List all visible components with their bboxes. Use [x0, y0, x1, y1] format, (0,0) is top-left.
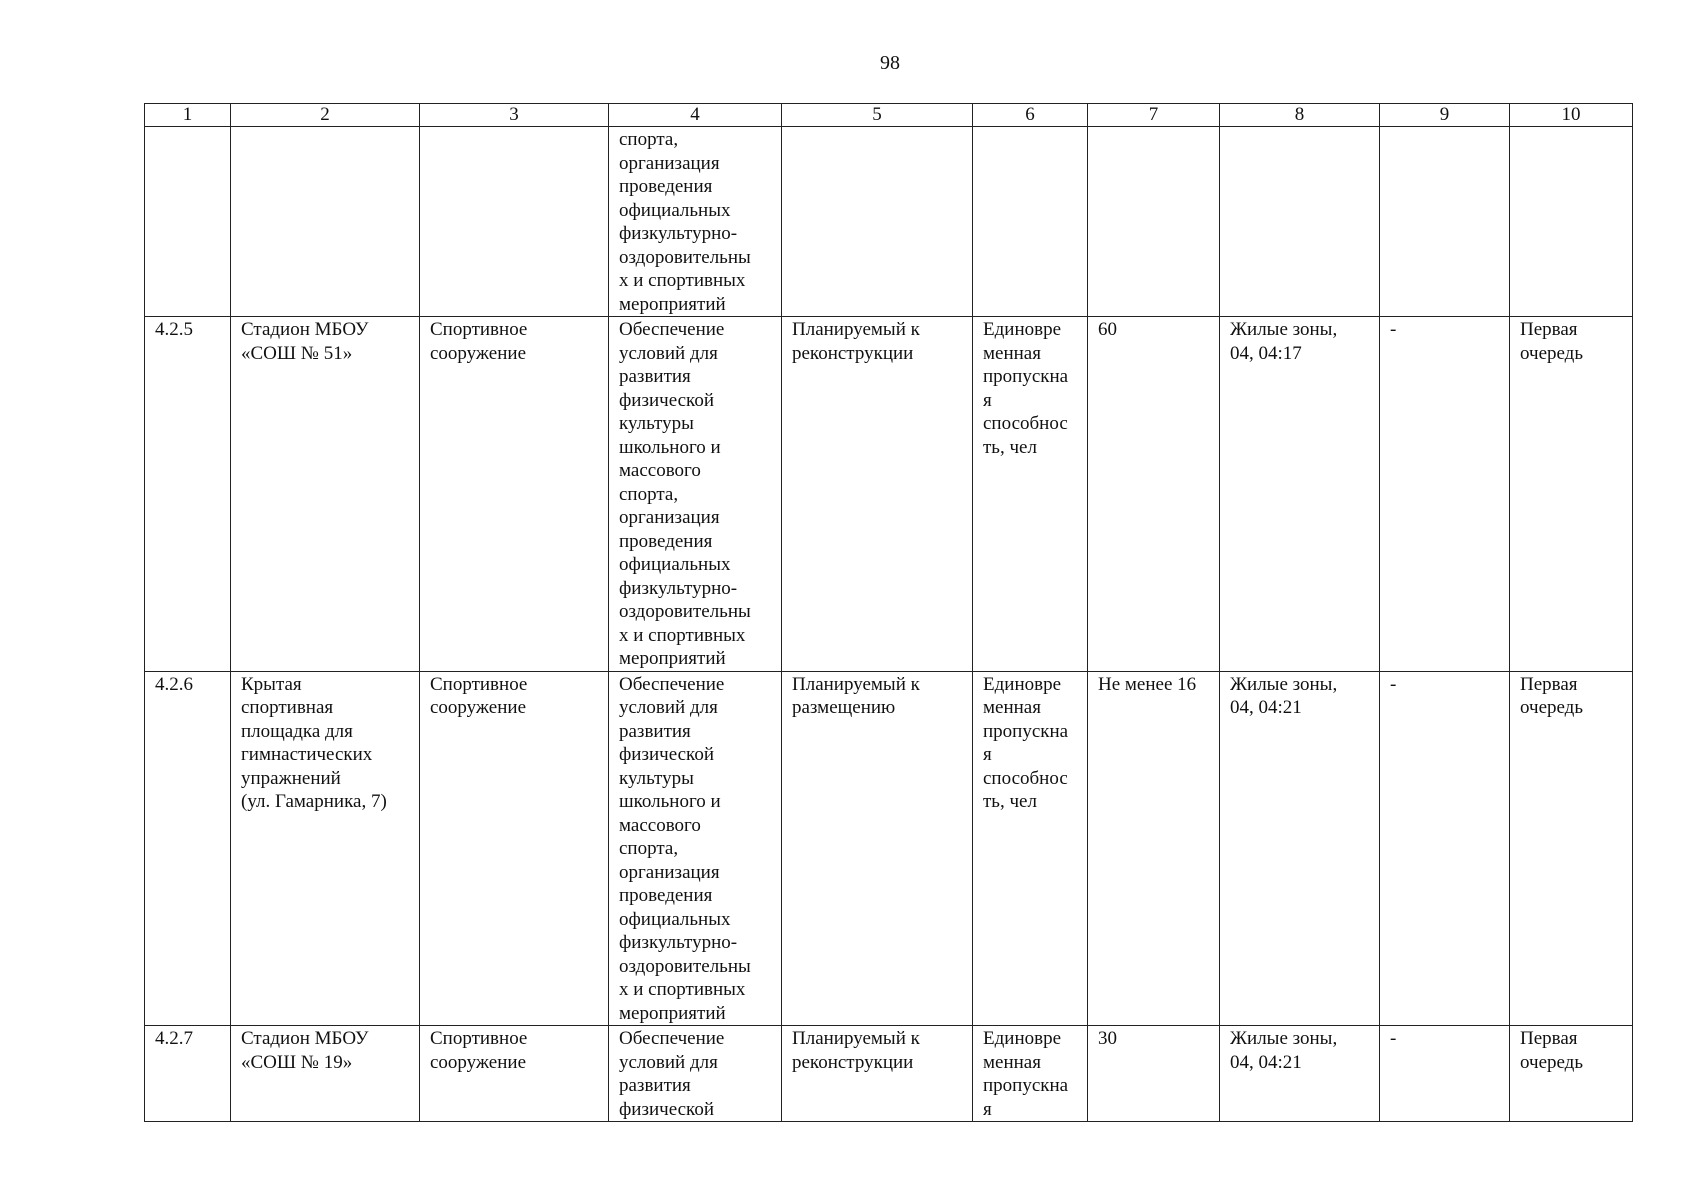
cell-text: Первая очередь [1520, 1028, 1584, 1073]
cell-characteristic [973, 127, 1088, 317]
column-number-row [145, 104, 1633, 127]
cell-text: - [1390, 1028, 1397, 1049]
cell-stage [1510, 671, 1633, 1026]
cell-number [145, 127, 231, 317]
planning-table [144, 103, 1633, 1122]
cell-type [420, 1026, 609, 1122]
column-header: 8 [1220, 104, 1380, 127]
cell-stage [1510, 1026, 1633, 1122]
cell-characteristic [973, 671, 1088, 1026]
cell-text: 4.2.5 [155, 319, 193, 340]
cell-text: 60 [1098, 319, 1117, 340]
cell-text: Планируемый к реконструкции [792, 1028, 920, 1073]
cell-text: Спортивное сооружение [430, 1028, 528, 1073]
cell-text: Жилые зоны, 04, 04:17 [1230, 319, 1338, 364]
cell-stage [1510, 317, 1633, 672]
cell-zone [1220, 317, 1380, 672]
cell-name [231, 1026, 420, 1122]
cell-text: спорта, организация проведения официальных физкультурно- оздоровительны х и спортивных мероприятий [619, 129, 751, 315]
cell-number [145, 671, 231, 1026]
cell-zone [1220, 671, 1380, 1026]
cell-text: Жилые зоны, 04, 04:21 [1230, 673, 1338, 718]
cell-text: Первая очередь [1520, 319, 1584, 364]
cell-text: Единовре менная пропускна я способнос ть, чел [983, 673, 1069, 812]
cell-col9 [1380, 1026, 1510, 1122]
cell-col9 [1380, 127, 1510, 317]
cell-text: Обеспечение условий для развития физической культуры школьного и массового спорта, организация проведения официальных физкультурно- оздоровительны х и спортивных мероприятий [619, 319, 751, 669]
cell-name [231, 671, 420, 1026]
table-row [145, 1026, 1633, 1122]
cell-number [145, 1026, 231, 1122]
cell-text: Единовре менная пропускна я способнос ть, чел [983, 319, 1069, 458]
cell-col9 [1380, 317, 1510, 672]
cell-text: Планируемый к размещению [792, 673, 920, 718]
cell-zone [1220, 127, 1380, 317]
column-header: 6 [973, 104, 1088, 127]
column-header: 2 [231, 104, 420, 127]
cell-status [782, 1026, 973, 1122]
cell-zone [1220, 1026, 1380, 1122]
cell-name [231, 127, 420, 317]
cell-col9 [1380, 671, 1510, 1026]
column-header: 9 [1380, 104, 1510, 127]
table-row [145, 127, 1633, 317]
column-header: 5 [782, 104, 973, 127]
cell-characteristic [973, 1026, 1088, 1122]
column-header: 4 [609, 104, 782, 127]
cell-text: 4.2.7 [155, 1028, 193, 1049]
cell-text: 30 [1098, 1028, 1117, 1049]
cell-value [1088, 127, 1220, 317]
cell-value [1088, 317, 1220, 672]
cell-text: Стадион МБОУ «СОШ № 51» [241, 319, 369, 364]
cell-stage [1510, 127, 1633, 317]
column-header: 10 [1510, 104, 1633, 127]
cell-text: Жилые зоны, 04, 04:21 [1230, 1028, 1338, 1073]
cell-name [231, 317, 420, 672]
cell-value [1088, 1026, 1220, 1122]
cell-type [420, 671, 609, 1026]
cell-status [782, 671, 973, 1026]
cell-text: - [1390, 319, 1397, 340]
cell-text: 4.2.6 [155, 673, 193, 695]
cell-characteristic [973, 317, 1088, 672]
cell-text: Крытая спортивная площадка для гимнастических упражнений (ул. Гамарника, 7) [241, 673, 387, 812]
cell-status [782, 317, 973, 672]
cell-text: Спортивное сооружение [430, 673, 528, 718]
cell-text: - [1390, 673, 1397, 695]
table-row [145, 317, 1633, 672]
cell-text: Обеспечение условий для развития физической [619, 1028, 725, 1120]
cell-value [1088, 671, 1220, 1026]
cell-purpose [609, 127, 782, 317]
cell-text: Обеспечение условий для развития физической культуры школьного и массового спорта, организация проведения официальных физкультурно- оздоровительны х и спортивных мероприятий [619, 673, 751, 1024]
cell-text: Не менее 16 [1098, 673, 1197, 695]
cell-status [782, 127, 973, 317]
cell-purpose [609, 671, 782, 1026]
column-header: 1 [145, 104, 231, 127]
cell-text: Первая очередь [1520, 673, 1584, 718]
column-header: 7 [1088, 104, 1220, 127]
cell-text: Спортивное сооружение [430, 319, 528, 364]
column-header: 3 [420, 104, 609, 127]
table-row [145, 671, 1633, 1026]
cell-text: Планируемый к реконструкции [792, 319, 920, 364]
cell-text: Стадион МБОУ «СОШ № 19» [241, 1028, 369, 1073]
cell-purpose [609, 1026, 782, 1122]
cell-type [420, 127, 609, 317]
cell-type [420, 317, 609, 672]
cell-number [145, 317, 231, 672]
page-number: 98 [880, 52, 900, 74]
cell-purpose [609, 317, 782, 672]
cell-text: Единовре менная пропускна я [983, 1028, 1069, 1120]
